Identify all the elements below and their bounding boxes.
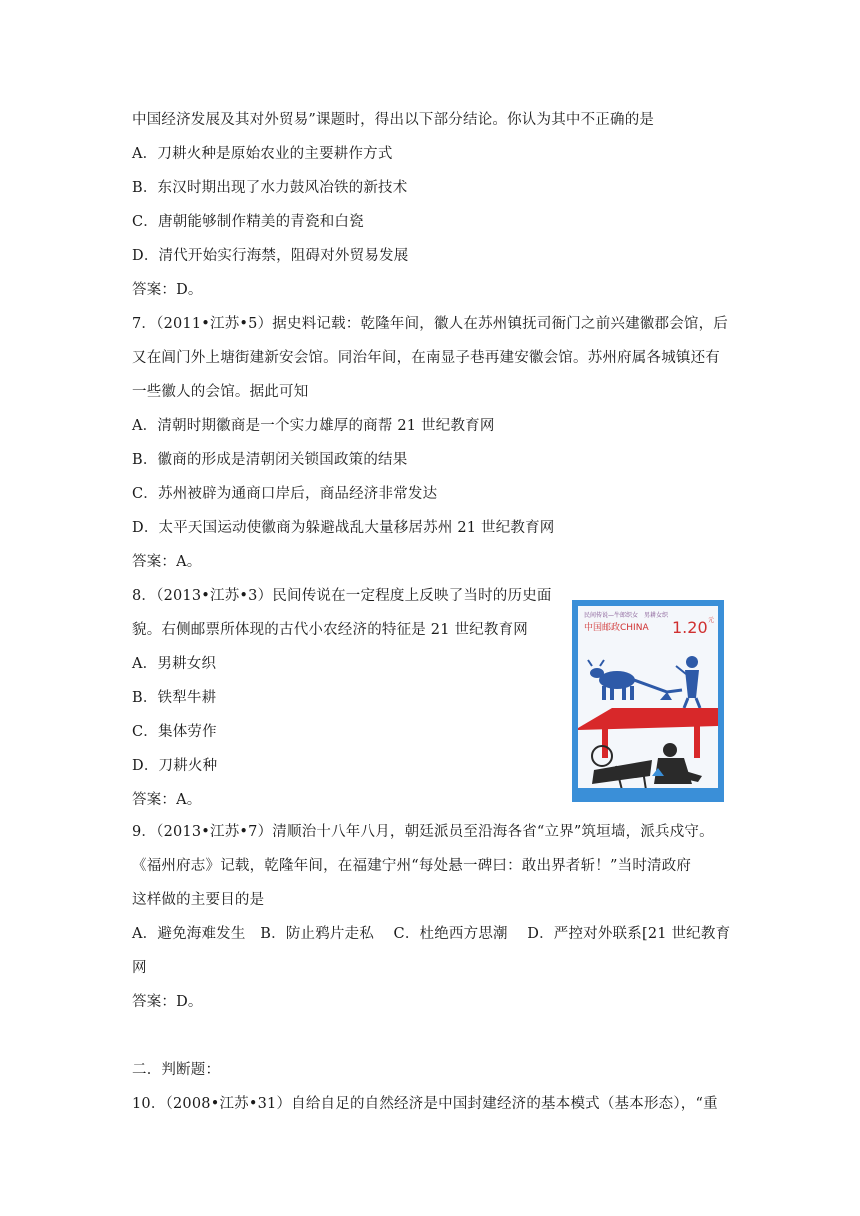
question-10: 10．（2008•江苏•31）自给自足的自然经济是中国封建经济的基本模式（基本形态），“重 [132, 1096, 718, 1112]
text-line: 貌。右侧邮票所体现的古代小农经济的特征是 21 世纪教育网 [132, 622, 528, 638]
answer: 答案：D。 [132, 994, 203, 1010]
option-b: B．徽商的形成是清朝闭关锁国政策的结果 [132, 452, 408, 468]
option-d: D．清代开始实行海禁，阻碍对外贸易发展 [132, 248, 409, 264]
section-heading: 二．判断题： [132, 1062, 221, 1078]
option-d: D．太平天国运动使徽商为躲避战乱大量移居苏州 21 世纪教育网 [132, 520, 555, 536]
answer: 答案：A。 [132, 554, 202, 570]
postage-stamp-image [572, 600, 724, 802]
text-line: 这样做的主要目的是 [132, 892, 265, 908]
text-line: 网 [132, 960, 147, 976]
stamp-value-text: 1.20 [672, 618, 708, 637]
question-7: 7．（2011•江苏•5）据史料记载：乾隆年间，徽人在苏州镇抚司衙门之前兴建徽郡会馆，后 [132, 316, 729, 332]
text-line: 中国经济发展及其对外贸易”课题时，得出以下部分结论。你认为其中不正确的是 [132, 112, 655, 128]
text-line: 又在阊门外上塘街建新安会馆。同治年间，在南显子巷再建安徽会馆。苏州府属各城镇还有 [132, 350, 720, 366]
question-8: 8．（2013•江苏•3）民间传说在一定程度上反映了当时的历史面 [132, 588, 552, 604]
option-d: D．刀耕火种 [132, 758, 218, 774]
option-c: C．集体劳作 [132, 724, 217, 740]
question-9: 9．（2013•江苏•7）清顺治十八年八月，朝廷派员至沿海各省“立界”筑垣墙，派兵戍守。 [132, 824, 714, 840]
answer: 答案：D。 [132, 282, 203, 298]
stamp-postal-text: 中国邮政CHINA [584, 623, 649, 633]
options-row: A．避免海难发生 B．防止鸦片走私 C．杜绝西方思潮 D．严控对外联系[21 世纪教育 [132, 926, 731, 942]
stamp-value-unit: 元 [708, 617, 715, 624]
option-c: C．苏州被辟为通商口岸后，商品经济非常发达 [132, 486, 438, 502]
option-b: B．铁犁牛耕 [132, 690, 217, 706]
option-b: B．东汉时期出现了水力鼓风冶铁的新技术 [132, 180, 408, 196]
answer: 答案：A。 [132, 792, 202, 808]
option-a: A．清朝时期徽商是一个实力雄厚的商帮 21 世纪教育网 [132, 418, 495, 434]
text-line: 《福州府志》记载，乾隆年间，在福建宁州“每处悬一碑曰：敢出界者斩！”当时清政府 [132, 858, 692, 874]
option-a: A．男耕女织 [132, 656, 217, 672]
text-line: 一些徽人的会馆。据此可知 [132, 384, 309, 400]
option-c: C．唐朝能够制作精美的青瓷和白瓷 [132, 214, 364, 230]
option-a: A．刀耕火种是原始农业的主要耕作方式 [132, 146, 393, 162]
stamp-header-text: 民间传说—牛郎织女 男耕女织 [584, 612, 669, 619]
